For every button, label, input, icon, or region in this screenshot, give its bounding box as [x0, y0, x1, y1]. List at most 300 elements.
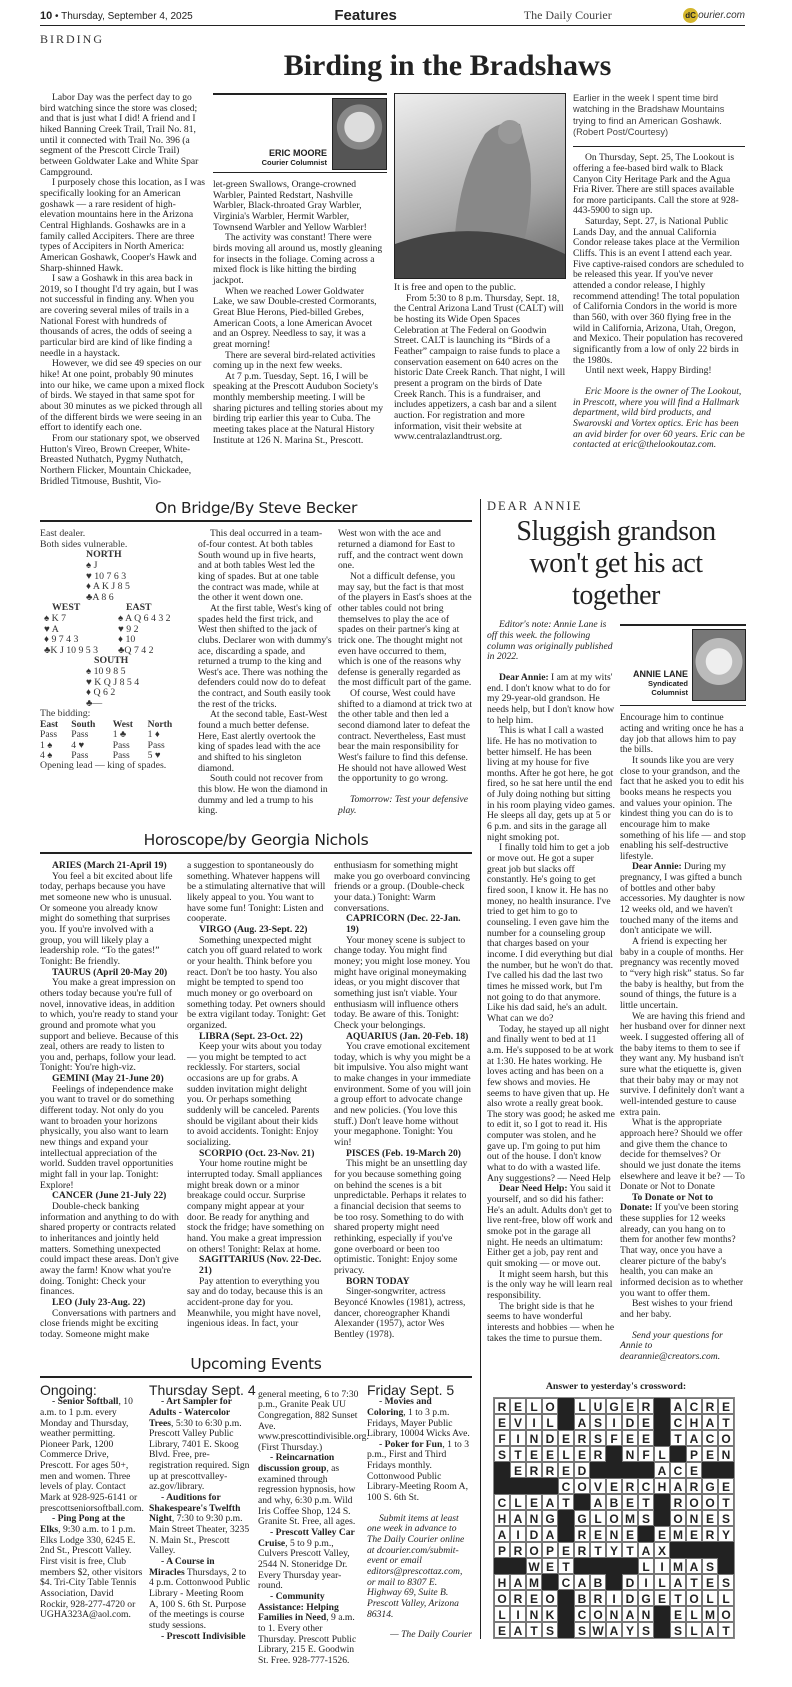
event-name: - Reincarnation discussion group — [258, 1452, 335, 1475]
crossword-cell: D — [622, 1574, 638, 1590]
bridge-col-2 — [198, 529, 332, 817]
black-square — [574, 1558, 590, 1574]
sign-reading: Conversations with partners and close friends might be exciting today. Someone might make — [40, 1307, 176, 1340]
paragraph: From our stationary spot, we observed Hutton's Vireo, Brown Creeper, White-Breasted Nuthatch, Pygmy Nuthatch, Northern Flicker, Mountain Chickadee, Bridled Titmouse, Bushtit, Vio- — [40, 433, 200, 487]
black-square — [686, 1542, 702, 1558]
events-col-thursday-cont — [258, 1385, 369, 1667]
sign-reading: You make a great impression on others today because you're full of novel, innovative ideas, in addition to which, you're ready to stand your ground and promote what you support and believe. Because of this zeal, others are ready to listen to you and, perhaps, follow your lead. Tonight: You're high-viz. — [40, 977, 179, 1074]
events-heading: Friday Sept. 5 — [367, 1381, 455, 1398]
crossword-cell: E — [526, 1590, 542, 1606]
crossword-cell: T — [590, 1542, 606, 1558]
crossword-cell: M — [670, 1558, 686, 1574]
black-square — [718, 1558, 734, 1574]
seat: South — [71, 718, 96, 730]
black-square — [590, 1462, 606, 1478]
sign-reading: Keep your wits about you today — you might be tempted to act recklessly. For starters, social occasions are up for grabs. A sudden invitation might delight you. Or perhaps something suddenly will be canceled. Parents should be vigilant about their kids to avoid accidents. Tonight: Enjoy socializing. — [187, 1041, 322, 1149]
crossword-cell: G — [638, 1590, 654, 1606]
black-square — [558, 1526, 574, 1542]
event-name: - A Course in Miracles — [149, 1556, 215, 1578]
crossword-cell: W — [590, 1622, 606, 1638]
crossword-cell: B — [574, 1590, 590, 1606]
crossword-cell: A — [686, 1430, 702, 1446]
black-square — [590, 1558, 606, 1574]
crossword-cell: O — [590, 1606, 606, 1622]
crossword-cell: A — [510, 1622, 526, 1638]
crossword-cell: T — [526, 1622, 542, 1638]
lead-in: Dear Need Help: — [499, 1183, 568, 1195]
sign-heading: GEMINI (May 21-June 20) — [52, 1073, 164, 1085]
black-square — [606, 1462, 622, 1478]
crossword-cell: N — [718, 1446, 734, 1462]
black-square — [606, 1558, 622, 1574]
black-square — [638, 1526, 654, 1542]
annie-byline — [633, 670, 688, 697]
annie-photo — [692, 629, 746, 701]
crossword-cell: T — [718, 1622, 734, 1638]
seat: North — [147, 718, 173, 730]
diamonds: ♦ 9 7 4 3 — [44, 634, 79, 646]
event-item — [149, 1397, 252, 1493]
spades: ♠ K 7 — [44, 613, 67, 625]
sign-reading: You crave emotional excitement today, which is why you might be a bit impulsive. You also might want to make changes in your immediate environment. Some of you will join a group effort to advocate change and new policies. (You love this stuff.) Don't leave home without your megaphone. Tonight: You win! — [334, 1041, 471, 1149]
events-list — [149, 1397, 252, 1642]
paragraph: Saturday, Sept. 27, is National Public Lands Day, and the annual California Condor release takes place at the Vermilion Cliffs. This is an event I attend each year. Five captive-raised condors are scheduled to be released this year. If you've never attended a condor release, I highly recommend attending! The total population of California Condors in the world is more than 560, with over 360 flying free in the wild in California, Arizona, Utah, Oregon, and Mexico. Their population has recovered significantly from a low of only 22 birds in the 1980s. — [573, 216, 744, 366]
crossword-cell: L — [654, 1574, 670, 1590]
paragraph: What is the appropriate approach here? Should we offer and give them the chance to decide for themselves? Or should we just donate the items elsewhere and leave it be? — To Donate or Not to Donate — [620, 1117, 745, 1193]
hand-label: NORTH — [86, 549, 122, 561]
sign-reading: Your home routine might be interrupted today. Small appliances might break down or a minor breakage could occur. Surprise company might appear at your door. Be ready for anything and stock the fridge; have something on hand. You make a great impression on others! Tonight: Relax at home. — [187, 1158, 325, 1255]
crossword-cell: O — [542, 1590, 558, 1606]
horoscope-col-2 — [187, 861, 326, 1330]
birding-col-4-wrap — [573, 93, 745, 451]
sign-heading: SAGITTARIUS (Nov. 22-Dec. 21) — [199, 1254, 322, 1276]
paragraph — [487, 1184, 615, 1269]
black-square — [558, 1510, 574, 1526]
crossword-cell: R — [670, 1494, 686, 1510]
crossword-cell: E — [654, 1526, 670, 1542]
paragraph-text: You said it yourself, and so did his father: He's an adult. Adults don't get to live rent-free, blow off work and smoke pot in the garage all night. He needs an ultimatum: Either get a job, pay rent and quit smoking — or move out. — [487, 1183, 613, 1269]
crossword-cell: E — [574, 1446, 590, 1462]
crossword-cell: N — [526, 1510, 542, 1526]
black-square — [542, 1478, 558, 1494]
sign-heading: VIRGO (Aug. 23-Sept. 22) — [199, 923, 308, 935]
diamonds: ♦ 10 — [118, 634, 136, 646]
crossword-cell: N — [526, 1606, 542, 1622]
birding-col-2 — [213, 180, 387, 446]
crossword-cell: R — [510, 1542, 526, 1558]
sign-reading: Singer-songwriter, actress Beyoncé Knowles (1981), actress, dancer, choreographer Khandi Alexander (1957), actor Wes Bentley (1978). — [334, 1286, 466, 1340]
events-list — [40, 1397, 143, 1621]
paragraph: I finally told him to get a job or move out. He got a super great job but slacks off constantly. He's going to get fired soon, I know it. He has no money, no health insurance. I've tried to get him to go to counseling. I even gave him the number for a counseling group that charges based on your income. I did everything but dial the number, but he won't do that. I've called his dad the last two times he missed work, but I'm not going to do that anymore. Like his dad said, he's an adult. What can we do? — [487, 842, 614, 1024]
black-square — [654, 1606, 670, 1622]
crossword-cell: G — [574, 1510, 590, 1526]
paragraph: At the first table, West's king of spades held the first trick, and West then shifted to the jack of clubs. Declarer won with dummy's ace, discarding a spade, and returned a trump to the king and West's ace. There was nothing the defenders could now do to defeat the contract, and South easily took the rest of the tricks. — [198, 602, 332, 710]
crossword-cell: E — [622, 1430, 638, 1446]
crossword-cell: O — [686, 1494, 702, 1510]
events-col-friday — [367, 1381, 472, 1641]
crossword-cell: I — [606, 1414, 622, 1430]
event-details: , as examined through regression hypnosis, how and why, 6:30 p.m. Wild Iris Coffee Shop, 124 S. Granite St. Free, all ages. — [258, 1463, 356, 1528]
crossword-cell: V — [510, 1414, 526, 1430]
crossword-cell: N — [606, 1606, 622, 1622]
crossword-cell: E — [526, 1494, 542, 1510]
crossword-cell: E — [638, 1430, 654, 1446]
paragraph: I saw a Goshawk in this area back in 2019, so I thought I'd try again, but I was not successful in finding any. When you are covering several miles of trails in a National Forest with hundreds of thousands of acres, the odds of seeing a particular bird are kind of like finding a needle in a haystack. — [40, 273, 199, 359]
crossword-cell: E — [606, 1478, 622, 1494]
crossword-cell: Y — [606, 1542, 622, 1558]
paper-name: The Daily Courier — [523, 8, 612, 22]
paragraph: On Thursday, Sept. 25, The Lookout is offering a fee-based bird walk to Black Canyon City Heritage Park and the Agua Fria River. There are still spaces available for more participants. Call the store at 928-443-5900 to sign up. — [573, 152, 739, 217]
crossword-cell: E — [702, 1446, 718, 1462]
paragraph: West won with the ace and returned a diamond for East to ruff, and the contract went down one. — [338, 528, 464, 572]
event-item — [149, 1557, 252, 1632]
birding-title: Birding in the Bradshaws — [283, 49, 612, 82]
paragraph: Not a difficult defense, you may say, but the fact is that most of the players in East's shoes at the other tables could not bring themselves to play the ace of spades on their partner's king at trick one. The thought might not even have occurred to them, which is one of the reasons why defense is generally regarded as the most difficult part of the game. — [338, 570, 472, 689]
crossword-cell: T — [558, 1558, 574, 1574]
annie-col-2-wrap — [620, 620, 746, 1362]
paragraph: It sounds like you are very close to your grandson, and the fact that he asked you to edit his books means he respects you and values your opinion. The kindest thing you can do is to encourage him to make something of his life — and stop enabling his self-destructive lifestyle. — [620, 754, 746, 862]
crossword-cell: E — [622, 1526, 638, 1542]
lead-in: Dear Annie: — [499, 671, 549, 683]
crossword-cell: T — [670, 1590, 686, 1606]
bid: 1 ♣ — [112, 729, 127, 741]
black-square — [702, 1462, 718, 1478]
crossword-cell: I — [510, 1526, 526, 1542]
black-square — [494, 1558, 510, 1574]
bid: Pass — [112, 739, 130, 751]
paragraph: Today, he stayed up all night and finally went to bed at 11 a.m. He's supposed to be at work at 1:30. He hates working. He loves acting and has been on a few shows and movies. He seems to have given that up. He also wrote a really great book. The story was good; he asked me to edit it, so I got to read it. His computer was stolen, and he gave up. I'm going to put him out of the house. I don't know what to do with a wasted life. Any suggestions? — Need Help — [487, 1023, 615, 1184]
crossword-cell: S — [590, 1430, 606, 1446]
crossword-cell: S — [542, 1622, 558, 1638]
paragraph: Of course, West could have shifted to a diamond at trick two at the other table and then led a second diamond later to defeat the contract. Nevertheless, East must bear the main responsibility for West's failure to find this defense. He should not have allowed West the opportunity to go wrong. — [338, 688, 473, 785]
black-square — [558, 1414, 574, 1430]
columnist-role: Columnist — [651, 688, 688, 698]
crossword-cell: K — [542, 1606, 558, 1622]
paragraph: The activity was constant! There were birds moving all around us, mostly gleaning for insects in the foliage. Coming across a mixed flock is like hitting the birding jackpot. — [213, 232, 383, 286]
crossword-cell: E — [686, 1462, 702, 1478]
crossword-cell: R — [574, 1542, 590, 1558]
crossword-cell: S — [638, 1622, 654, 1638]
columnist-name: ANNIE LANE — [632, 669, 688, 680]
columnist-box — [213, 93, 387, 173]
crossword-cell: I — [638, 1574, 654, 1590]
event-item — [40, 1514, 143, 1621]
crossword-cell: A — [670, 1398, 686, 1414]
bid: Pass — [147, 739, 165, 751]
event-details: Thursdays, 2 to 4 p.m. Cottonwood Public Library - Meeting Room A, 100 S. 6th St. Purpose of the meetings is course study sessions. — [149, 1566, 251, 1631]
crossword-cell: L — [718, 1590, 734, 1606]
bid: 4 ♠ — [40, 749, 53, 761]
crossword-cell: A — [670, 1574, 686, 1590]
crossword-cell: U — [590, 1398, 606, 1414]
paragraph: However, we did see 49 species on our hike! At one point, probably 90 minutes into our hike, we came upon a mixed flock of birds. We stayed in that same spot for about 30 minutes as we picked through all of the different birds we were seeing in an effort to identify each one. — [40, 358, 205, 434]
lower-area — [40, 499, 745, 1666]
crossword-cell: T — [510, 1446, 526, 1462]
crossword-cell: N — [606, 1526, 622, 1542]
paragraph-text: During my pregnancy, I was gifted a bunch of bottles and other baby accessories. My daughter is now 12 weeks old, and we haven't touched many of the items and don't anticipate we will. — [620, 861, 745, 937]
black-square — [654, 1494, 670, 1510]
event-item — [367, 1440, 472, 1504]
crossword-cell: N — [686, 1510, 702, 1526]
horoscope-col-1 — [40, 861, 179, 1341]
crossword-cell: E — [718, 1478, 734, 1494]
crossword-cell: A — [590, 1494, 606, 1510]
crossword-cell: A — [702, 1414, 718, 1430]
paragraph: From 5:30 to 8 p.m. Thursday, Sept. 18, the Central Arizona Land Trust (CALT) will be hosting its Wide Open Spaces Celebration at The Federal on Goodwin Street. CALT is launching its “Birds of a Feather” campaign to raise funds to place a conservation easement on 640 acres on the historic Date Creek Ranch. That night, I will present a program on the birds of Date Creek Ranch. This is a fundraiser, and includes appetizers, a cash bar and a silent auction. For registration and more information, visit their website at www.centralazlandtrust.org. — [394, 292, 566, 443]
crossword-cell: C — [494, 1494, 510, 1510]
columnist-role: Syndicated — [647, 679, 688, 689]
crossword-cell: A — [542, 1526, 558, 1542]
paragraph: It might seem harsh, but this is the only way he will learn real responsibility. — [487, 1268, 613, 1301]
columnist-byline — [262, 149, 327, 167]
black-square — [510, 1558, 526, 1574]
paragraph: South could not recover from this blow. He won the diamond in dummy and led a trump to his king. — [198, 773, 328, 817]
event-details: , 5 to 9 p.m., Culvers Prescott Valley, 2544 N. Stoneridge Dr. Every Thursday year-round. — [258, 1537, 350, 1592]
hand-label: EAST — [126, 602, 152, 614]
sign-reading: You feel a bit excited about life today, perhaps because you have met someone new who is unusual. Or someone you already know might do something that surprises you. If you're involved with a group, you will likely play a leadership role. “To the gates!” Tonight: Be friendly. — [40, 870, 173, 967]
sign-reading: enthusiasm for something might make you go overboard convincing friends or a group. (Double-check your data.) Tonight: Warm conversations. — [334, 860, 470, 914]
event-name: - Senior Softball — [52, 1396, 119, 1408]
black-square — [558, 1606, 574, 1622]
paragraph-text: I am at my wits' end. I don't know what to do for my 29-year-old grandson. He needs help, but I don't know how to help him. — [487, 671, 615, 726]
sign-reading: Double-check banking information and anything to do with shared property or contracts related to inheritances and jointly held matters. Something unexpected could impact these areas. Don't give away the farm! Know what you're doing. Tonight: Check your finances. — [40, 1201, 179, 1298]
birding-col-4 — [573, 153, 745, 451]
crossword-cell: T — [558, 1494, 574, 1510]
black-square — [622, 1558, 638, 1574]
crossword-cell: D — [622, 1590, 638, 1606]
crossword-cell: L — [702, 1590, 718, 1606]
crossword-cell: S — [702, 1558, 718, 1574]
event-name: - Prescott Valley Car Cruise — [258, 1527, 355, 1549]
crossword-cell: C — [702, 1430, 718, 1446]
crossword-cell: C — [670, 1462, 686, 1478]
sign-heading: SCORPIO (Oct. 23-Nov. 21) — [199, 1147, 315, 1159]
crossword-cell: E — [526, 1446, 542, 1462]
black-square — [718, 1462, 734, 1478]
black-square — [702, 1542, 718, 1558]
crossword-cell: A — [654, 1462, 670, 1478]
author-bio: Eric Moore is the owner of The Lookout, in Prescott, where you will find a Hallmark department, wild bird products, and Swarovski and Vortex optics. Eric has been an avid birder for over 60 years. Eric can be contacted at eric@thelookoutaz.com. — [573, 385, 745, 451]
paragraph: Best wishes to your friend and her baby. — [620, 1298, 733, 1321]
paragraph: Labor Day was the perfect day to go bird watching since the store was closed; and that is just what I did! A friend and I hiked Banning Creek Trail, Trail No. 81, until it connected with Trail No. 396 (a segment of the Prescott Circle Trail) between Goldwater Lake and White Spar Campground. — [40, 92, 199, 178]
crossword-cell: E — [638, 1414, 654, 1430]
black-square — [510, 1478, 526, 1494]
crossword-cell: D — [574, 1462, 590, 1478]
annie-col-1-body — [487, 673, 615, 1344]
black-square — [670, 1446, 686, 1462]
crossword-cell: T — [638, 1494, 654, 1510]
bridge-col-3 — [338, 529, 472, 816]
birding-columns — [40, 93, 745, 487]
black-square — [558, 1590, 574, 1606]
crossword-cell: T — [686, 1574, 702, 1590]
lead-in: Dear Annie: — [632, 861, 682, 873]
event-item — [40, 1397, 143, 1514]
black-square — [494, 1462, 510, 1478]
crossword-cell: A — [542, 1494, 558, 1510]
paragraph: At 7 p.m. Tuesday, Sept. 16, I will be speaking at the Prescott Audubon Society's monthly membership meeting. I will be sharing pictures and telling stories about my birding trip earlier this year to Cuba. The meeting takes place at the Natural History Institute at 126 N. Marina St., Prescott. — [213, 370, 383, 446]
event-details: , 5:30 to 6:30 p.m. Prescott Valley Public Library, 7401 E. Skoog Blvd. Free, pre-registration required. Sign up at prescottvalley-az.gov/library. — [149, 1417, 250, 1493]
crossword-cell: R — [590, 1446, 606, 1462]
paragraph: We are having this friend and her husband over for dinner next week. I suggested offering all of the baby items to them to see if they want any. My husband isn't sure what the etiquette is, given that their baby may or may not survive. I definitely don't want a well-intended gesture to cause extra pain. — [620, 1010, 746, 1118]
crossword-cell: R — [542, 1462, 558, 1478]
clubs: ♣A 8 6 — [86, 591, 114, 603]
crossword-cell: S — [718, 1574, 734, 1590]
page-header — [40, 6, 745, 26]
dealer: East dealer. — [40, 528, 86, 540]
black-square — [718, 1542, 734, 1558]
hearts: ♥ 9 2 — [118, 623, 139, 635]
crossword-cell: P — [494, 1542, 510, 1558]
birding-col-2-wrap — [213, 93, 387, 446]
crossword-cell: R — [590, 1590, 606, 1606]
sign-reading: a suggestion to spontaneously do something. Whatever happens will be a stimulating alternative that will likely appeal to you. You want to have some fun! Tonight: Listen and cooperate. — [187, 860, 326, 925]
south-hand — [40, 656, 192, 709]
horoscope-columns — [40, 861, 472, 1341]
seat: West — [112, 718, 133, 730]
black-square — [654, 1622, 670, 1638]
north-hand — [40, 550, 192, 603]
sign-heading: BORN TODAY — [346, 1275, 410, 1287]
paragraph: When we reached Lower Goldwater Lake, we saw Double-crested Cormorants, Great Blue Herons, Pied-billed Grebes, American Coots, a lone American Avocet and an Osprey. Needless to say, it was a great morning! — [213, 285, 377, 350]
event-item — [258, 1528, 361, 1592]
paragraph — [620, 862, 746, 937]
annie-signoff: Send your questions for Annie to dearannie@creators.com. — [620, 1329, 723, 1362]
crossword-cell: C — [558, 1574, 574, 1590]
crossword-cell: E — [494, 1414, 510, 1430]
crossword-cell: E — [542, 1558, 558, 1574]
horoscope-col-3 — [334, 861, 472, 1341]
crossword-cell: N — [638, 1606, 654, 1622]
event-details: , 1 to 3 p.m. Fridays, Mayer Public Library, 10004 Wicks Ave. — [367, 1406, 470, 1440]
paragraph: Encourage him to continue acting and writing once he has a day job that allows him to pay the bills. — [620, 712, 744, 756]
crossword-cell: H — [686, 1414, 702, 1430]
crossword-cell: O — [686, 1590, 702, 1606]
bid: Pass — [112, 749, 130, 761]
sign-heading: ARIES (March 21-April 19) — [52, 860, 167, 871]
photo-caption: Earlier in the week I spent time bird watching in the Bradshaw Mountains trying to find an American Goshawk. (Robert Post/Courtesy) — [573, 93, 745, 147]
issue-date: Thursday, September 4, 2025 — [61, 10, 193, 22]
crossword-title: Answer to yesterday's crossword: — [545, 1380, 687, 1392]
crossword-cell: R — [686, 1478, 702, 1494]
crossword-cell: R — [494, 1398, 510, 1414]
paragraph: There are several bird-related activities coming up in the next few weeks. — [213, 349, 376, 372]
events-col-ongoing — [40, 1381, 144, 1621]
crossword-cell: O — [574, 1478, 590, 1494]
crossword-cell: D — [542, 1430, 558, 1446]
crossword-cell: A — [510, 1510, 526, 1526]
sign-heading: PISCES (Feb. 19-March 20) — [346, 1147, 461, 1159]
crossword-cell: S — [638, 1510, 654, 1526]
birding-col-3 — [394, 283, 566, 443]
bid: 1 ♠ — [40, 739, 53, 751]
events-heading: Thursday Sept. 4 — [149, 1381, 256, 1398]
crossword-cell: F — [638, 1446, 654, 1462]
logo-badge: dC — [683, 8, 698, 23]
bid: 1 ♦ — [147, 729, 160, 741]
crossword-cell: R — [702, 1398, 718, 1414]
birding-kicker: BIRDING — [40, 32, 104, 46]
events-list — [258, 1388, 369, 1667]
crossword-cell: R — [526, 1462, 542, 1478]
event-item — [367, 1397, 472, 1440]
horoscope-title: Horoscope/by Georgia Nichols — [40, 831, 472, 854]
crossword-cell: F — [494, 1430, 510, 1446]
crossword-cell: S — [494, 1446, 510, 1462]
sign-heading: CANCER (June 21-July 22) — [52, 1190, 167, 1202]
crossword-cell: L — [526, 1398, 542, 1414]
events-credit: — The Daily Courier — [390, 1629, 472, 1641]
west-hand — [40, 603, 118, 656]
event-details: , 10 a.m. to 1 p.m. every Monday and Thursday, weather permitting. Pioneer Park, 1200 Commerce Drive, Prescott. For ages 50+, men and women. Three levels of play. Contact Mark at 928-925-6141 or prescottseniorsoftball.com. — [40, 1396, 144, 1514]
opening-lead: Opening lead — king of spades. — [40, 760, 167, 772]
black-square — [606, 1574, 622, 1590]
crossword-cell: D — [526, 1526, 542, 1542]
event-item — [258, 1592, 361, 1667]
annie-col-1 — [487, 620, 615, 1344]
left-column — [40, 499, 472, 1666]
crossword-cell: L — [542, 1414, 558, 1430]
black-square — [606, 1446, 622, 1462]
sign-heading: LEO (July 23-Aug. 22) — [52, 1296, 146, 1308]
crossword-cell: L — [510, 1494, 526, 1510]
crossword-cell: R — [638, 1398, 654, 1414]
page-number: 10 — [40, 9, 53, 22]
crossword-cell: E — [494, 1622, 510, 1638]
birding-col-1 — [40, 93, 206, 487]
crossword-cell: L — [494, 1606, 510, 1622]
paragraph-text: If you've been storing these supplies for 12 weeks already, can you hang on to them for another few months? That way, once you have a clearer picture of the baby's health, you can make an informed decision as to whether you want to offer them. — [620, 1202, 744, 1299]
crossword-cell: G — [606, 1398, 622, 1414]
event-name: - Auditions for Shakespeare's Twelfth Night — [149, 1492, 241, 1525]
paragraph: At the second table, East-West found a much better defense. Here, East alertly overtook the king of spades lead with the ace and shifted to his singleton diamond. — [198, 709, 328, 774]
paragraph: I purposely chose this location, as I was specifically looking for an American goshawk — a rare resident of high-elevation mountains here in the Arizona Central Highlands. Goshawks are in a family called Accipiters. There are three types of Accipiters in North America: American Goshawk, Cooper's Hawk and Sharp-shinned Hawk. — [40, 177, 205, 274]
black-square — [542, 1574, 558, 1590]
crossword-cell: E — [510, 1398, 526, 1414]
seat: East — [40, 718, 59, 730]
crossword-cell: O — [670, 1510, 686, 1526]
crossword-cell: O — [718, 1430, 734, 1446]
crossword-grid — [493, 1397, 735, 1639]
crossword-cell: O — [718, 1606, 734, 1622]
columnist-role: Courier Columnist — [261, 158, 327, 167]
crossword-cell: P — [686, 1446, 702, 1462]
black-square — [670, 1542, 686, 1558]
diamonds: ♦ Q 6 2 — [86, 687, 116, 699]
crossword-cell: I — [654, 1558, 670, 1574]
black-square — [654, 1398, 670, 1414]
black-square — [622, 1462, 638, 1478]
sign-heading: TAURUS (April 20-May 20) — [52, 966, 168, 978]
dcourier-logo[interactable] — [683, 8, 745, 23]
crossword-cell: E — [542, 1446, 558, 1462]
annie-kicker: DEAR ANNIE — [487, 499, 583, 514]
crossword-cell: A — [686, 1558, 702, 1574]
crossword-cell: I — [510, 1606, 526, 1622]
black-square — [638, 1462, 654, 1478]
crossword-cell: I — [606, 1590, 622, 1606]
black-square — [558, 1622, 574, 1638]
hearts: ♥ 10 7 6 3 — [86, 570, 127, 582]
paragraph: let-green Swallows, Orange-crowned Warbler, Painted Redstart, Nashville Warbler, Black-throated Gray Warbler, Virginia's Warbler, Hermit Warbler, Townsend Warbler and Yellow Warbler! — [213, 179, 367, 233]
crossword-cell: N — [526, 1430, 542, 1446]
sign-reading: This might be an unsettling day for you because something going on behind the scenes is a bit unpredictable. Perhaps it relates to a financial decision that seems to be too rosy. Something to do with shared property might need rethinking, especially if you've gone overboard or been too optimistic. Tonight: Enjoy some privacy. — [334, 1158, 468, 1276]
sign-heading: LIBRA (Sept. 23-Oct. 22) — [199, 1030, 303, 1042]
crossword-cell: F — [606, 1430, 622, 1446]
events-heading: Ongoing: — [40, 1381, 97, 1398]
spades: ♠ 10 9 8 5 — [86, 666, 126, 677]
bridge-col-3-body — [338, 529, 472, 785]
